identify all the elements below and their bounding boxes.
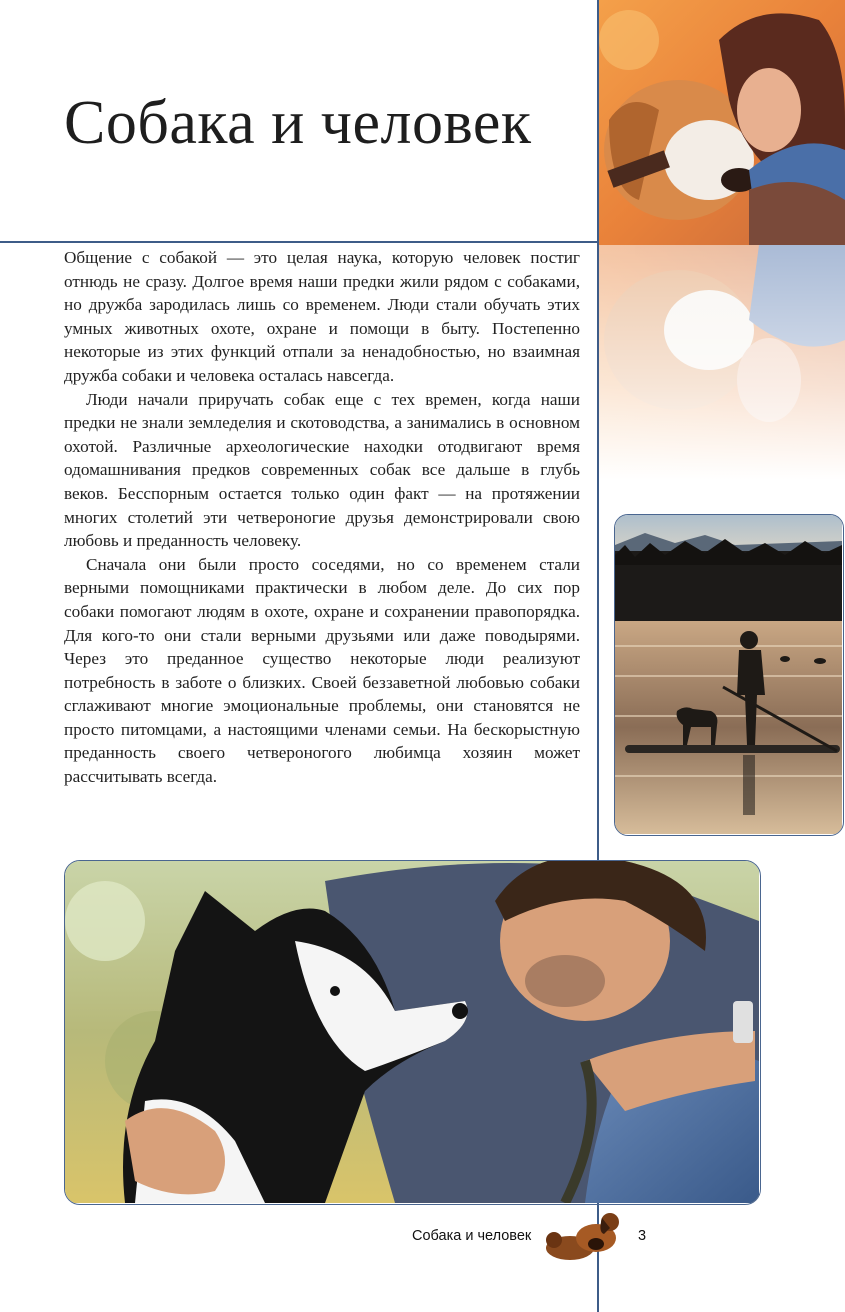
dogs-ornament — [540, 1208, 630, 1266]
paragraph: Сначала они были просто соседями, но со временем стали верными помощниками практически в любом деле. До сих пор собаки помогают людям в охоте, охране и сохранении правопорядка. Для кого-то они стали верными друзьями или даже поводырями. Через это преданное существо некоторые люди реализуют потребность в заботе о близких. Своей беззаветной любовью собаки сглаживают многие эмоциональные проблемы, они становятся не просто питомцами, а настоящими членами семьи. На бескорыстную преданность своего четвероногого любимца хозяин может рассчитывать всегда. — [64, 554, 580, 787]
body-text — [64, 246, 580, 789]
paragraph: Общение с собакой — это целая наука, которую человек постиг отнюдь не сразу. Долгое время наши предки жили рядом с собаками, но дружба зародилась лишь со временем. Люди стали обучать этих умных животных охоте, охране и помощи в быту. Постепенно некоторые из этих функций отпали за ненадобностью, но взаимная дружба собаки и человека осталась навсегда. — [64, 248, 580, 385]
photo-paddleboard-dog — [614, 514, 844, 836]
photo-woman-and-dog — [599, 0, 845, 480]
chapter-title: Собака и человек — [64, 89, 532, 157]
horizontal-rule — [0, 241, 597, 243]
paragraph: Люди начали приручать собак еще с тех времен, когда наши предки не знали земледелия и скотоводства, а занимались в основном охотой. Различные археологические находки отодвигают время одомашнивания предков современных собак все дальше в глубь веков. Бесспорным остается только один факт — на протяжении многих столетий эти четвероногие друзья демонстрировали свою любовь и преданность человеку. — [64, 389, 580, 551]
running-title: Собака и человек — [412, 1228, 532, 1244]
photo-man-and-collie — [64, 860, 761, 1205]
page-number: 3 — [638, 1228, 647, 1244]
